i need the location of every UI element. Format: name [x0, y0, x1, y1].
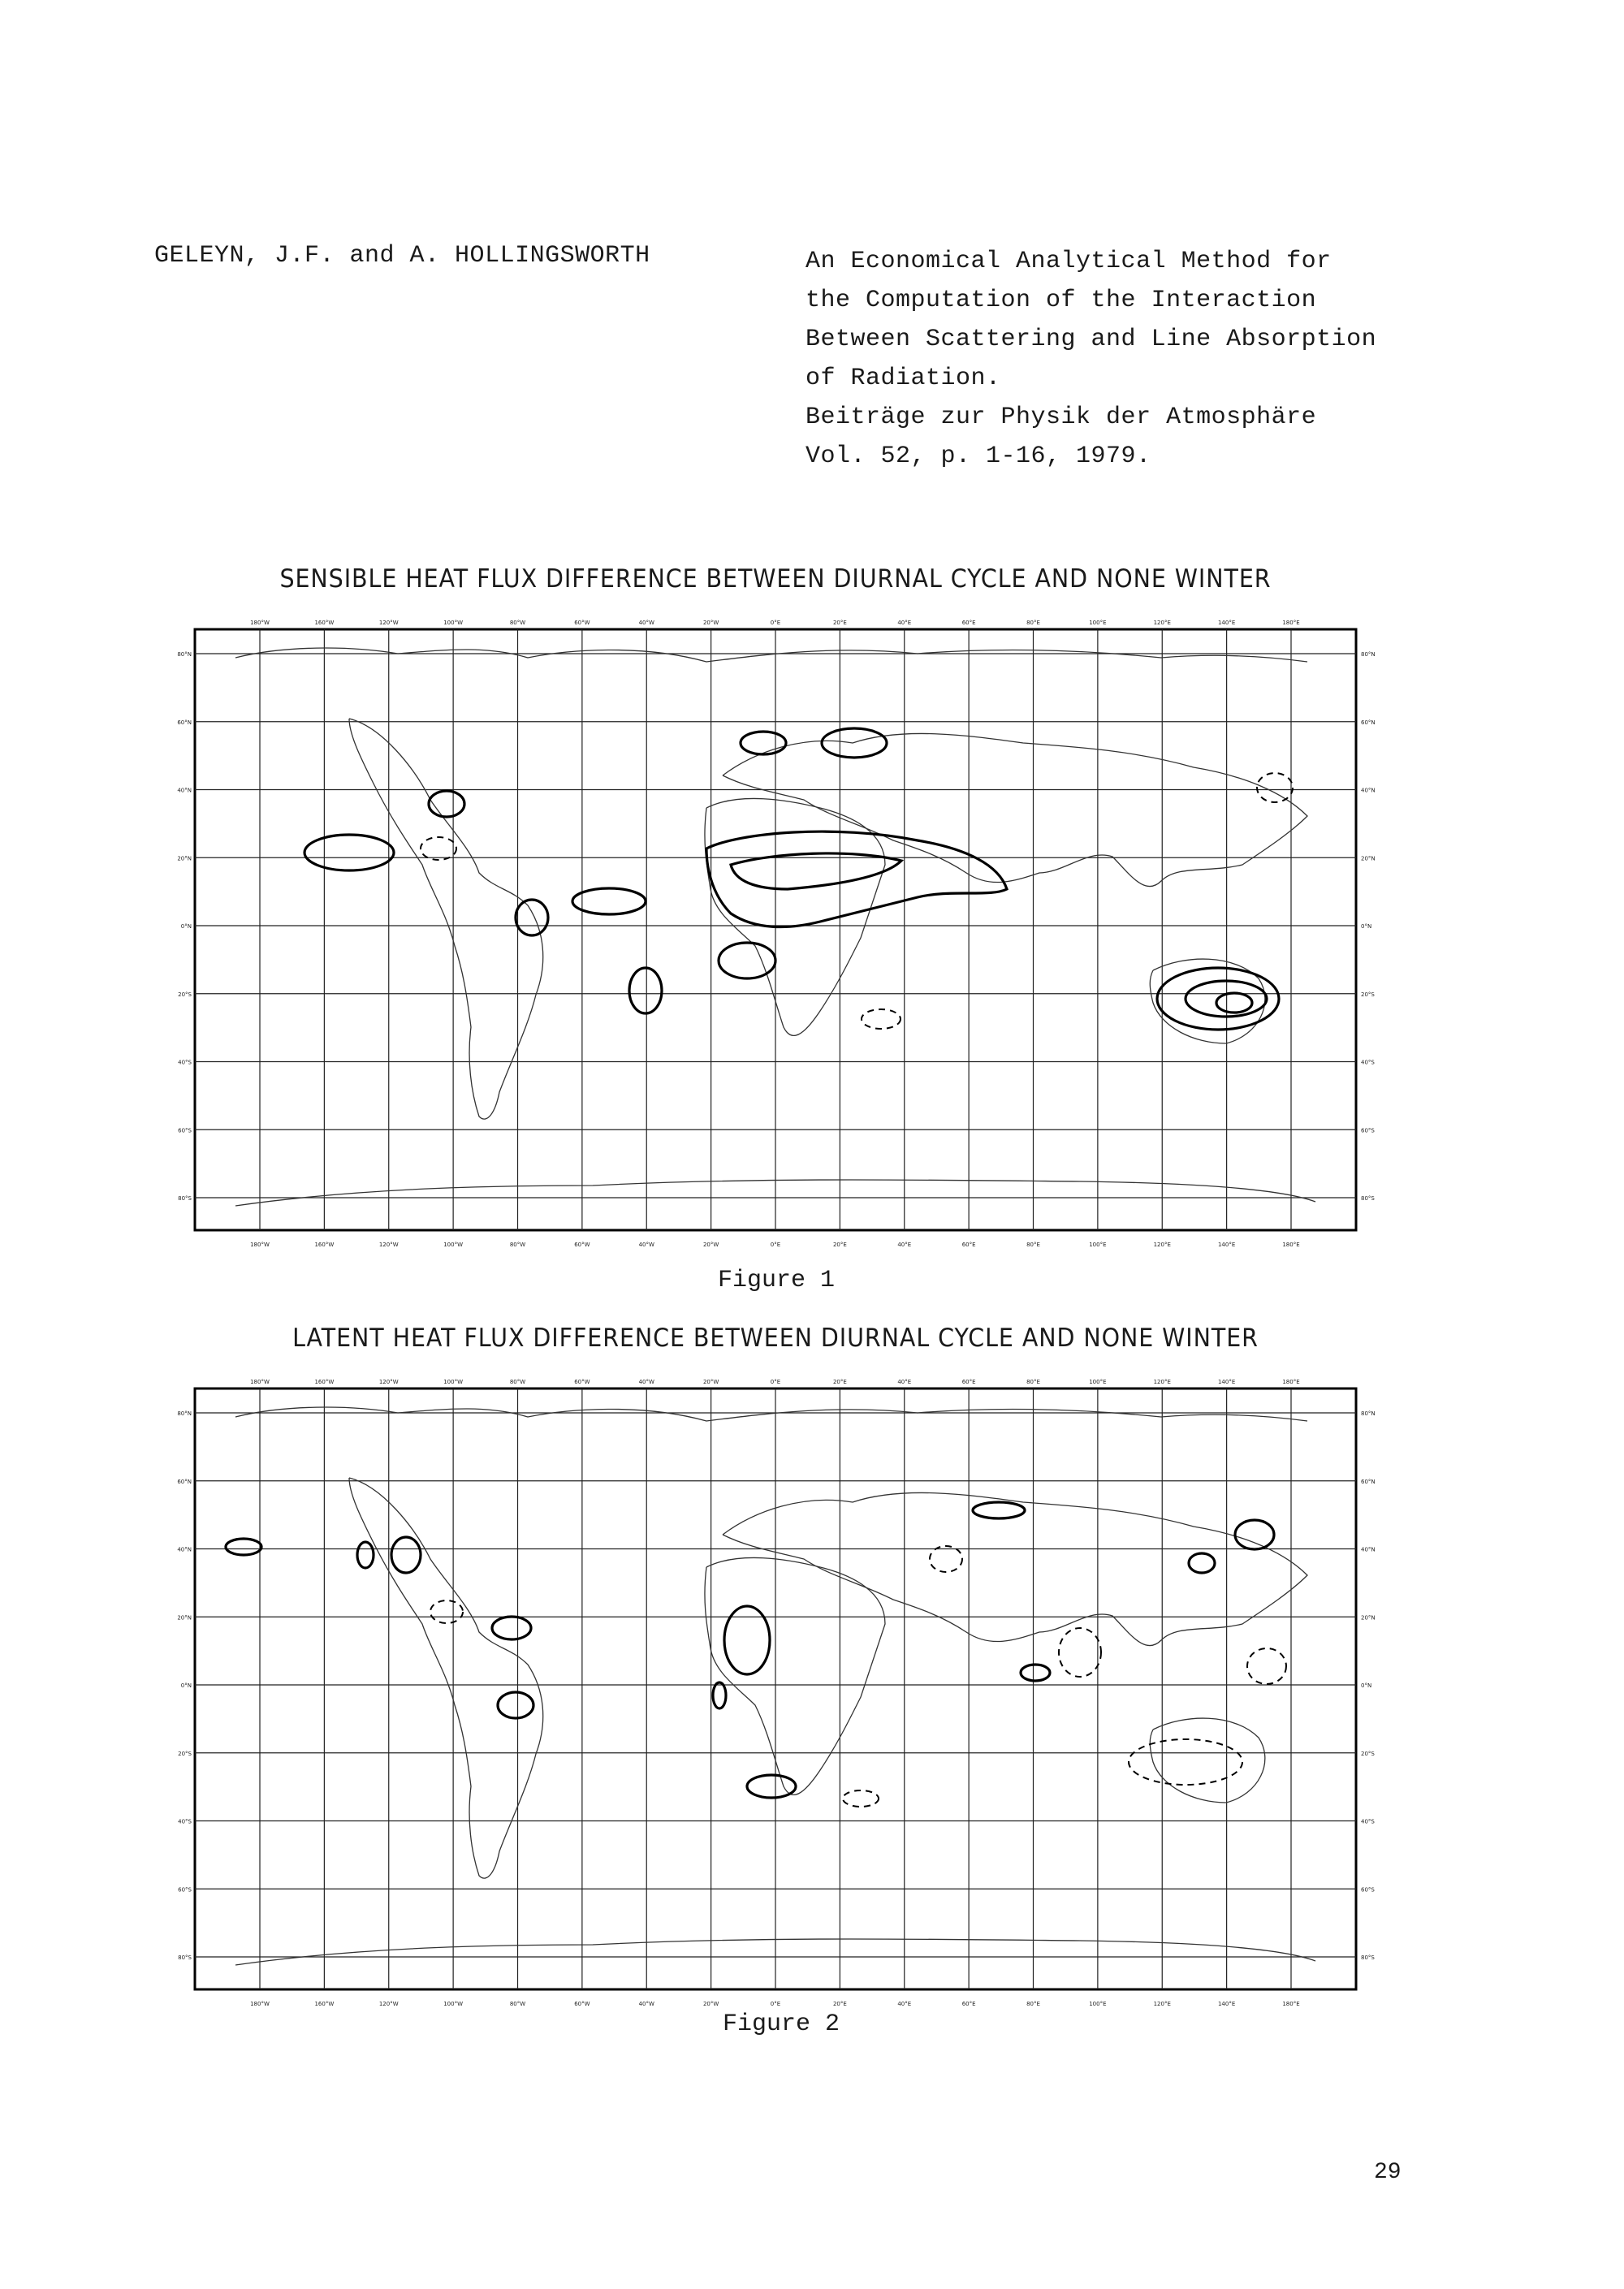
longitude-tick-label: 60°E [961, 620, 976, 626]
longitude-tick-label: 120°W [378, 620, 399, 626]
latitude-tick-label: 60°N [177, 1478, 192, 1485]
citation-line: Beiträge zur Physik der Atmosphäre [806, 404, 1317, 431]
longitude-tick-label: 100°E [1089, 620, 1107, 626]
latitude-tick-label: 80°N [1361, 651, 1376, 658]
longitude-tick-label: 80°W [509, 1242, 526, 1248]
figure-title: LATENT HEAT FLUX DIFFERENCE BETWEEN DIURNAL CYCLE AND NONE WINTER [292, 1324, 1259, 1353]
latitude-tick-label: 60°N [1361, 719, 1376, 726]
longitude-tick-label: 80°W [509, 1379, 526, 1385]
latitude-tick-label: 60°S [1361, 1127, 1375, 1134]
latitude-tick-label: 40°S [1361, 1818, 1375, 1825]
longitude-tick-label: 20°W [702, 2001, 719, 2007]
longitude-tick-label: 60°W [574, 1379, 590, 1385]
figure-1-caption: Figure 1 [718, 1267, 836, 1294]
longitude-tick-label: 100°W [443, 2001, 464, 2007]
longitude-tick-label: 40°E [897, 1379, 912, 1385]
latent-heat-flux-map [177, 1364, 1376, 2014]
latitude-tick-label: 20°S [1361, 1750, 1375, 1757]
longitude-tick-label: 0°E [770, 1242, 781, 1248]
longitude-tick-label: 60°W [574, 2001, 590, 2007]
longitude-tick-label: 40°W [638, 620, 654, 626]
longitude-tick-label: 40°W [638, 1242, 654, 1248]
longitude-tick-label: 100°W [443, 1379, 464, 1385]
longitude-tick-label: 100°E [1089, 2001, 1107, 2007]
longitude-tick-label: 20°E [832, 1242, 847, 1248]
longitude-tick-label: 100°W [443, 620, 464, 626]
latitude-tick-label: 40°N [177, 1546, 192, 1553]
citation-line: An Economical Analytical Method for [806, 248, 1332, 275]
longitude-tick-label: 80°W [509, 2001, 526, 2007]
longitude-tick-label: 40°E [897, 1242, 912, 1248]
longitude-tick-label: 120°W [378, 1379, 399, 1385]
latitude-tick-label: 0°N [180, 923, 192, 930]
latitude-tick-label: 40°N [177, 787, 192, 794]
latitude-tick-label: 80°S [1361, 1195, 1375, 1202]
latitude-tick-label: 20°N [177, 1614, 192, 1622]
latitude-tick-label: 20°N [1361, 1614, 1376, 1622]
longitude-tick-label: 120°W [378, 2001, 399, 2007]
longitude-tick-label: 40°W [638, 2001, 654, 2007]
latitude-tick-label: 40°S [178, 1059, 192, 1066]
longitude-tick-label: 60°W [574, 1242, 590, 1248]
citation-line: of Radiation. [806, 365, 1001, 392]
latitude-tick-label: 20°S [178, 991, 192, 998]
longitude-tick-label: 20°W [702, 620, 719, 626]
longitude-tick-label: 120°W [378, 1242, 399, 1248]
longitude-tick-label: 140°E [1217, 1379, 1236, 1385]
latitude-tick-label: 60°N [1361, 1478, 1376, 1485]
latitude-tick-label: 20°S [1361, 991, 1375, 998]
longitude-tick-label: 140°E [1217, 2001, 1236, 2007]
longitude-tick-label: 180°W [250, 2001, 270, 2007]
longitude-tick-label: 120°E [1153, 2001, 1171, 2007]
longitude-tick-label: 40°W [638, 1379, 654, 1385]
longitude-tick-label: 180°E [1282, 620, 1300, 626]
longitude-tick-label: 60°E [961, 2001, 976, 2007]
latitude-tick-label: 80°S [178, 1195, 192, 1202]
latitude-tick-label: 80°S [1361, 1954, 1375, 1961]
longitude-tick-label: 20°E [832, 2001, 847, 2007]
authors: GELEYN, J.F. and A. HOLLINGSWORTH [154, 242, 650, 270]
longitude-tick-label: 0°E [770, 1379, 781, 1385]
longitude-tick-label: 60°E [961, 1242, 976, 1248]
longitude-tick-label: 100°W [443, 1242, 464, 1248]
longitude-tick-label: 20°W [702, 1242, 719, 1248]
longitude-tick-label: 80°E [1026, 1242, 1040, 1248]
longitude-tick-label: 80°W [509, 620, 526, 626]
citation-line: the Computation of the Interaction [806, 287, 1317, 314]
contours [226, 1502, 1274, 1798]
longitude-tick-label: 120°E [1153, 1379, 1171, 1385]
longitude-tick-label: 60°W [574, 620, 590, 626]
longitude-tick-label: 80°E [1026, 620, 1040, 626]
latitude-tick-label: 0°N [180, 1682, 192, 1689]
longitude-tick-label: 0°E [770, 620, 781, 626]
figure-2-caption: Figure 2 [723, 2010, 840, 2038]
latitude-tick-label: 20°S [178, 1750, 192, 1757]
citation [806, 242, 1376, 476]
latitude-tick-label: 40°S [178, 1818, 192, 1825]
latitude-tick-label: 80°N [1361, 1410, 1376, 1417]
longitude-tick-label: 20°W [702, 1379, 719, 1385]
longitude-tick-label: 120°E [1153, 620, 1171, 626]
sensible-heat-flux-map [177, 605, 1376, 1255]
latitude-tick-label: 20°N [177, 855, 192, 862]
latitude-tick-label: 80°N [177, 1410, 192, 1417]
figure-title: SENSIBLE HEAT FLUX DIFFERENCE BETWEEN DIURNAL CYCLE AND NONE WINTER [279, 564, 1272, 594]
longitude-tick-label: 100°E [1089, 1242, 1107, 1248]
longitude-tick-label: 40°E [897, 620, 912, 626]
longitude-tick-label: 160°W [314, 2001, 335, 2007]
latitude-tick-label: 60°S [1361, 1886, 1375, 1894]
longitude-tick-label: 0°E [770, 2001, 781, 2007]
latitude-tick-label: 0°N [1361, 923, 1372, 930]
longitude-tick-label: 40°E [897, 2001, 912, 2007]
latitude-tick-label: 0°N [1361, 1682, 1372, 1689]
citation-line: Between Scattering and Line Absorption [806, 326, 1377, 353]
longitude-tick-label: 60°E [961, 1379, 976, 1385]
longitude-tick-label: 160°W [314, 1242, 335, 1248]
longitude-tick-label: 20°E [832, 620, 847, 626]
longitude-tick-label: 180°E [1282, 2001, 1300, 2007]
latitude-tick-label: 20°N [1361, 855, 1376, 862]
longitude-tick-label: 140°E [1217, 1242, 1236, 1248]
longitude-tick-label: 180°W [250, 1379, 270, 1385]
latitude-tick-label: 80°S [178, 1954, 192, 1961]
longitude-tick-label: 80°E [1026, 1379, 1040, 1385]
latitude-tick-label: 60°S [178, 1127, 192, 1134]
page-number: 29 [1374, 2160, 1402, 2185]
latitude-tick-label: 80°N [177, 651, 192, 658]
longitude-tick-label: 180°E [1282, 1242, 1300, 1248]
latitude-tick-label: 40°N [1361, 1546, 1376, 1553]
citation-line: Vol. 52, p. 1-16, 1979. [806, 443, 1151, 470]
contours [304, 728, 1279, 1030]
longitude-tick-label: 80°E [1026, 2001, 1040, 2007]
longitude-tick-label: 20°E [832, 1379, 847, 1385]
longitude-tick-label: 180°E [1282, 1379, 1300, 1385]
latitude-tick-label: 40°N [1361, 787, 1376, 794]
longitude-tick-label: 140°E [1217, 620, 1236, 626]
latitude-tick-label: 60°N [177, 719, 192, 726]
longitude-tick-label: 120°E [1153, 1242, 1171, 1248]
longitude-tick-label: 100°E [1089, 1379, 1107, 1385]
latitude-tick-label: 60°S [178, 1886, 192, 1894]
dashed-contours [430, 1546, 1286, 1807]
longitude-tick-label: 180°W [250, 1242, 270, 1248]
longitude-tick-label: 160°W [314, 620, 335, 626]
longitude-tick-label: 180°W [250, 620, 270, 626]
longitude-tick-label: 160°W [314, 1379, 335, 1385]
latitude-tick-label: 40°S [1361, 1059, 1375, 1066]
